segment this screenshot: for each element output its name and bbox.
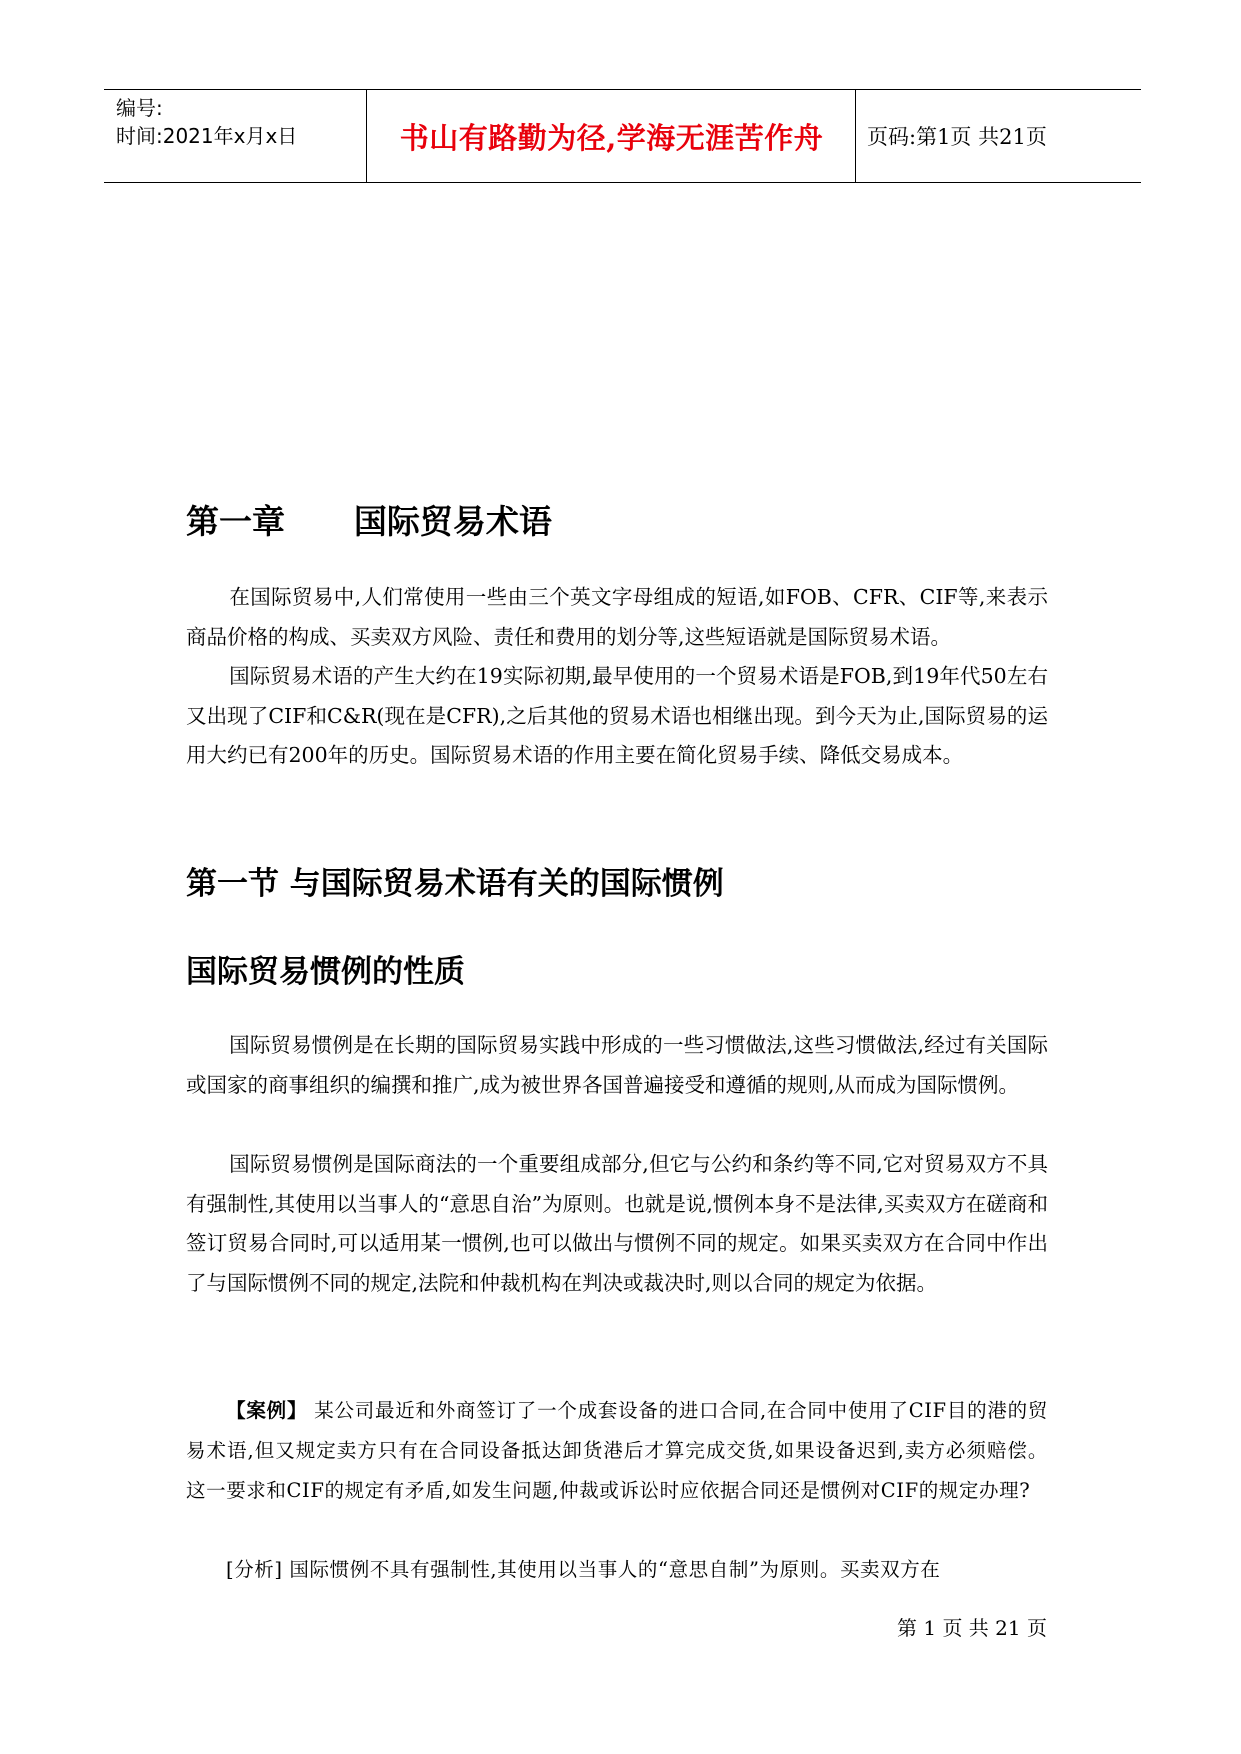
nature-paragraph-2: 国际贸易惯例是国际商法的一个重要组成部分,但它与公约和条约等不同,它对贸易双方不具有强制性,其使用以当事人的“意思自治”为原则。也就是说,惯例本身不是法律,买卖双方在磋商和签订贸易合同时,可以适用某一惯例,也可以做出与惯例不同的规定。如果买卖双方在合同中作出了与国际惯例不同的规定,法院和仲裁机构在判决或裁决时,则以合同的规定为依据。 — [186, 1152, 1048, 1295]
case-text: 某公司最近和外商签订了一个成套设备的进口合同,在合同中使用了CIF目的港的贸易术语,但又规定卖方只有在合同设备抵达卸货港后才算完成交货,如果设备迟到,卖方必须赔偿。这一要求和CIF的规定有矛盾,如发生问题,仲裁或诉讼时应依据合同还是惯例对CIF的规定办理? — [186, 1399, 1048, 1502]
document-time-label: 时间:2021年x月x日 — [116, 124, 298, 148]
page-footer: 第 1 页 共 21 页 — [897, 1616, 1047, 1640]
document-header — [104, 89, 1141, 183]
case-paragraph — [186, 1391, 1048, 1511]
case-label: 【案例】 — [226, 1399, 308, 1422]
analysis-paragraph: [分析] 国际惯例不具有强制性,其使用以当事人的“意思自制”为原则。买卖双方在 — [226, 1558, 941, 1581]
chapter-title: 第一章 国际贸易术语 — [186, 502, 552, 541]
subsection-title: 国际贸易惯例的性质 — [186, 954, 465, 990]
nature-paragraph-1: 国际贸易惯例是在长期的国际贸易实践中形成的一些习惯做法,这些习惯做法,经过有关国际或国家的商事组织的编撰和推广,成为被世界各国普遍接受和遵循的规则,从而成为国际惯例。 — [186, 1033, 1048, 1097]
intro-paragraph-2: 国际贸易术语的产生大约在19实际初期,最早使用的一个贸易术语是FOB,到19年代50左右又出现了CIF和C&R(现在是CFR),之后其他的贸易术语也相继出现。到今天为止,国际贸易的运用大约已有200年的历史。国际贸易术语的作用主要在简化贸易手续、降低交易成本。 — [186, 664, 1048, 767]
intro-paragraph-1: 在国际贸易中,人们常使用一些由三个英文字母组成的短语,如FOB、CFR、CIF等,来表示商品价格的构成、买卖双方风险、责任和费用的划分等,这些短语就是国际贸易术语。 — [186, 585, 1048, 649]
header-motto: 书山有路勤为径,学海无涯苦作舟 — [399, 120, 824, 155]
header-divider — [855, 90, 856, 182]
header-divider — [366, 90, 367, 182]
header-page-number: 页码:第1页 共21页 — [867, 125, 1047, 149]
document-number-label: 编号: — [116, 96, 163, 120]
header-meta — [116, 94, 364, 178]
section-title: 第一节 与国际贸易术语有关的国际惯例 — [186, 866, 724, 902]
